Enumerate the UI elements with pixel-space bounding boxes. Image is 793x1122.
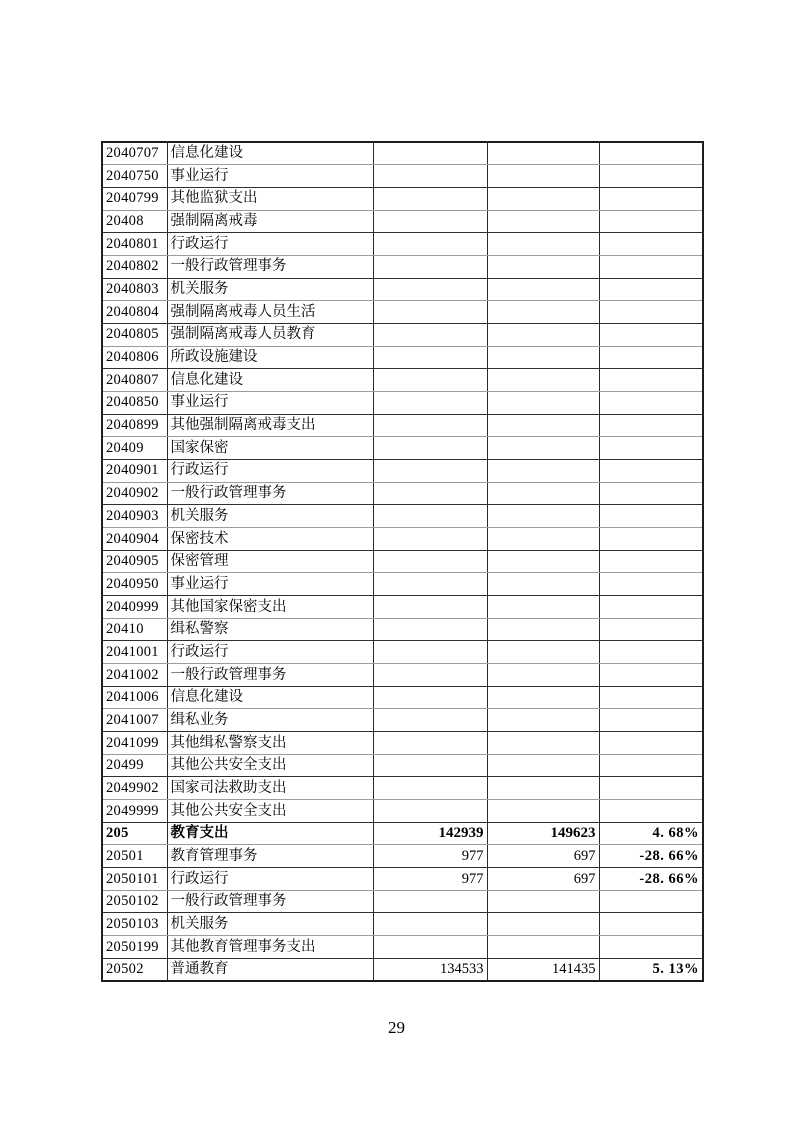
cell-value-2 <box>487 346 599 369</box>
table-row <box>102 799 703 822</box>
cell-code: 2050103 <box>102 913 167 936</box>
cell-value-1 <box>373 459 487 482</box>
cell-percent <box>599 346 703 369</box>
cell-code: 20409 <box>102 437 167 460</box>
table-row <box>102 187 703 210</box>
cell-percent <box>599 936 703 959</box>
cell-name: 所政设施建设 <box>167 346 373 369</box>
cell-percent: -28. 66% <box>599 868 703 891</box>
table-row <box>102 142 703 165</box>
budget-table <box>101 141 704 982</box>
cell-value-2: 141435 <box>487 958 599 981</box>
cell-value-2 <box>487 799 599 822</box>
cell-name: 信息化建设 <box>167 369 373 392</box>
cell-value-2 <box>487 369 599 392</box>
cell-code: 2040801 <box>102 233 167 256</box>
cell-percent <box>599 391 703 414</box>
table-row <box>102 913 703 936</box>
cell-code: 2040804 <box>102 301 167 324</box>
cell-code: 20501 <box>102 845 167 868</box>
cell-percent <box>599 165 703 188</box>
cell-percent <box>599 913 703 936</box>
cell-percent <box>599 187 703 210</box>
cell-name: 其他监狱支出 <box>167 187 373 210</box>
table-row <box>102 414 703 437</box>
table-row <box>102 618 703 641</box>
cell-value-2 <box>487 437 599 460</box>
cell-value-2 <box>487 187 599 210</box>
cell-value-1 <box>373 301 487 324</box>
cell-percent <box>599 890 703 913</box>
cell-value-2 <box>487 459 599 482</box>
cell-value-2 <box>487 165 599 188</box>
cell-name: 事业运行 <box>167 165 373 188</box>
cell-value-1 <box>373 550 487 573</box>
cell-percent <box>599 777 703 800</box>
cell-value-2 <box>487 391 599 414</box>
table-row <box>102 323 703 346</box>
cell-value-2 <box>487 505 599 528</box>
cell-name: 强制隔离戒毒人员生活 <box>167 301 373 324</box>
cell-value-2 <box>487 913 599 936</box>
cell-percent <box>599 210 703 233</box>
cell-percent: 4. 68% <box>599 822 703 845</box>
cell-percent <box>599 323 703 346</box>
page-number: 29 <box>388 1018 405 1037</box>
cell-value-1 <box>373 323 487 346</box>
cell-code: 2040806 <box>102 346 167 369</box>
cell-name: 其他公共安全支出 <box>167 799 373 822</box>
cell-percent <box>599 527 703 550</box>
cell-percent <box>599 618 703 641</box>
table-row <box>102 459 703 482</box>
cell-value-1 <box>373 686 487 709</box>
cell-name: 强制隔离戒毒 <box>167 210 373 233</box>
cell-code: 2041006 <box>102 686 167 709</box>
cell-code: 20408 <box>102 210 167 233</box>
cell-value-1 <box>373 936 487 959</box>
cell-percent <box>599 459 703 482</box>
cell-name: 行政运行 <box>167 233 373 256</box>
cell-value-1 <box>373 890 487 913</box>
cell-code: 20502 <box>106 961 144 978</box>
cell-code: 2040850 <box>102 391 167 414</box>
cell-code: 2040899 <box>102 414 167 437</box>
cell-value-2 <box>487 663 599 686</box>
cell-percent <box>599 369 703 392</box>
cell-value-2 <box>487 641 599 664</box>
table-row <box>102 301 703 324</box>
cell-percent <box>599 414 703 437</box>
cell-percent <box>599 482 703 505</box>
cell-code: 2049999 <box>102 799 167 822</box>
table-row <box>102 278 703 301</box>
cell-code: 2050199 <box>102 936 167 959</box>
cell-percent <box>599 595 703 618</box>
cell-value-1 <box>373 233 487 256</box>
cell-name: 一般行政管理事务 <box>167 663 373 686</box>
cell-value-1 <box>373 187 487 210</box>
cell-code: 2050101 <box>102 868 167 891</box>
cell-name: 行政运行 <box>167 641 373 664</box>
cell-value-2 <box>487 731 599 754</box>
cell-value-1 <box>373 913 487 936</box>
table-row <box>102 686 703 709</box>
cell-value-2 <box>487 278 599 301</box>
cell-value-1 <box>373 414 487 437</box>
cell-value-1: 142939 <box>373 822 487 845</box>
cell-value-1 <box>373 142 487 165</box>
cell-value-1 <box>373 165 487 188</box>
cell-value-2 <box>487 686 599 709</box>
table-row <box>102 573 703 596</box>
cell-percent <box>599 731 703 754</box>
cell-name: 缉私业务 <box>167 709 373 732</box>
table-row <box>102 550 703 573</box>
cell-value-2 <box>487 595 599 618</box>
cell-code: 2041099 <box>102 731 167 754</box>
cell-code: 2040999 <box>102 595 167 618</box>
cell-value-2: 697 <box>487 868 599 891</box>
cell-code: 2040707 <box>102 142 167 165</box>
cell-percent <box>599 505 703 528</box>
cell-percent <box>599 550 703 573</box>
cell-value-1 <box>373 346 487 369</box>
cell-value-2 <box>487 936 599 959</box>
table-row <box>102 777 703 800</box>
cell-value-1 <box>373 709 487 732</box>
cell-name: 其他国家保密支出 <box>167 595 373 618</box>
cell-code: 2041002 <box>102 663 167 686</box>
cell-name: 普通教育 <box>167 958 373 981</box>
cell-value-2 <box>487 255 599 278</box>
cell-percent <box>599 278 703 301</box>
cell-value-2 <box>487 414 599 437</box>
table-row <box>102 663 703 686</box>
cell-code: 2040903 <box>102 505 167 528</box>
cell-code: 2040905 <box>102 550 167 573</box>
table-row <box>102 369 703 392</box>
cell-name: 强制隔离戒毒人员教育 <box>167 323 373 346</box>
cell-code: 2040805 <box>102 323 167 346</box>
cell-value-2 <box>487 618 599 641</box>
cell-code: 20410 <box>102 618 167 641</box>
cell-name: 机关服务 <box>167 913 373 936</box>
cell-value-2 <box>487 777 599 800</box>
table-row <box>102 210 703 233</box>
cell-percent <box>599 663 703 686</box>
table-row <box>102 595 703 618</box>
table-row <box>102 505 703 528</box>
cell-percent <box>599 233 703 256</box>
cell-code: 2040803 <box>102 278 167 301</box>
cell-value-1 <box>373 754 487 777</box>
cell-name: 事业运行 <box>167 573 373 596</box>
cell-value-1 <box>373 618 487 641</box>
table-row <box>102 346 703 369</box>
cell-name: 一般行政管理事务 <box>167 255 373 278</box>
cell-name: 机关服务 <box>167 278 373 301</box>
cell-code: 2040902 <box>102 482 167 505</box>
cell-value-1 <box>373 731 487 754</box>
cell-name: 其他公共安全支出 <box>167 754 373 777</box>
table-row <box>102 868 703 891</box>
cell-name: 缉私警察 <box>167 618 373 641</box>
table-row <box>102 709 703 732</box>
cell-value-1 <box>373 799 487 822</box>
cell-code: 2040802 <box>102 255 167 278</box>
cell-percent: -28. 66% <box>599 845 703 868</box>
table-row <box>102 958 703 981</box>
cell-name: 保密技术 <box>167 527 373 550</box>
table-row <box>102 482 703 505</box>
cell-code: 2040799 <box>102 187 167 210</box>
cell-percent <box>599 754 703 777</box>
cell-name: 其他缉私警察支出 <box>167 731 373 754</box>
cell-name: 行政运行 <box>167 868 373 891</box>
cell-name: 事业运行 <box>167 391 373 414</box>
cell-code: 2041007 <box>102 709 167 732</box>
cell-value-1 <box>373 255 487 278</box>
cell-name: 国家保密 <box>167 437 373 460</box>
cell-code: 2040807 <box>102 369 167 392</box>
cell-percent <box>599 437 703 460</box>
cell-name: 教育管理事务 <box>167 845 373 868</box>
cell-value-1 <box>373 278 487 301</box>
cell-code: 2040901 <box>102 459 167 482</box>
cell-value-1 <box>373 527 487 550</box>
table-row <box>102 165 703 188</box>
cell-value-1: 977 <box>373 845 487 868</box>
cell-code: 2040750 <box>102 165 167 188</box>
cell-value-1 <box>373 437 487 460</box>
cell-value-2 <box>487 890 599 913</box>
cell-percent <box>599 641 703 664</box>
cell-name: 信息化建设 <box>167 686 373 709</box>
cell-value-2 <box>487 210 599 233</box>
cell-percent <box>599 709 703 732</box>
cell-percent <box>599 255 703 278</box>
cell-value-1 <box>373 369 487 392</box>
cell-code: 2040950 <box>102 573 167 596</box>
cell-code: 205 <box>102 822 167 845</box>
cell-value-2 <box>487 754 599 777</box>
cell-value-2 <box>487 301 599 324</box>
cell-name: 信息化建设 <box>167 142 373 165</box>
cell-value-1 <box>373 482 487 505</box>
cell-name: 其他教育管理事务支出 <box>167 936 373 959</box>
cell-value-1 <box>373 210 487 233</box>
cell-code: 2040904 <box>102 527 167 550</box>
table-row <box>102 527 703 550</box>
cell-percent <box>599 799 703 822</box>
table-row <box>102 233 703 256</box>
cell-value-2 <box>487 550 599 573</box>
cell-value-2: 697 <box>487 845 599 868</box>
table-row <box>102 936 703 959</box>
cell-value-1 <box>373 663 487 686</box>
cell-value-2 <box>487 527 599 550</box>
table-row <box>102 822 703 845</box>
cell-code: 2050102 <box>102 890 167 913</box>
cell-value-2 <box>487 573 599 596</box>
table-row <box>102 641 703 664</box>
cell-percent <box>599 301 703 324</box>
cell-value-2 <box>487 142 599 165</box>
cell-name: 其他强制隔离戒毒支出 <box>167 414 373 437</box>
cell-name: 国家司法救助支出 <box>167 777 373 800</box>
cell-value-2 <box>487 323 599 346</box>
cell-value-1 <box>373 505 487 528</box>
cell-value-1 <box>373 641 487 664</box>
cell-name: 一般行政管理事务 <box>167 482 373 505</box>
cell-value-1 <box>373 777 487 800</box>
cell-code: 20499 <box>102 754 167 777</box>
cell-value-2: 149623 <box>487 822 599 845</box>
cell-value-1 <box>373 391 487 414</box>
cell-percent <box>599 142 703 165</box>
table-row <box>102 754 703 777</box>
cell-percent: 5. 13% <box>599 958 703 981</box>
cell-name: 一般行政管理事务 <box>167 890 373 913</box>
cell-name: 教育支出 <box>167 822 373 845</box>
cell-name: 保密管理 <box>167 550 373 573</box>
cell-name: 机关服务 <box>167 505 373 528</box>
table-row <box>102 731 703 754</box>
cell-percent <box>599 573 703 596</box>
cell-percent <box>599 686 703 709</box>
table-row <box>102 437 703 460</box>
table-row <box>102 845 703 868</box>
cell-code: 2041001 <box>102 641 167 664</box>
cell-value-1 <box>373 595 487 618</box>
table-row <box>102 391 703 414</box>
cell-value-1 <box>373 573 487 596</box>
budget-table-body <box>102 142 703 981</box>
cell-value-1: 977 <box>373 868 487 891</box>
cell-value-2 <box>487 233 599 256</box>
cell-value-1: 134533 <box>373 958 487 981</box>
cell-value-2 <box>487 482 599 505</box>
cell-name: 行政运行 <box>167 459 373 482</box>
cell-value-2 <box>487 709 599 732</box>
table-row <box>102 890 703 913</box>
table-row <box>102 255 703 278</box>
cell-code: 2049902 <box>102 777 167 800</box>
